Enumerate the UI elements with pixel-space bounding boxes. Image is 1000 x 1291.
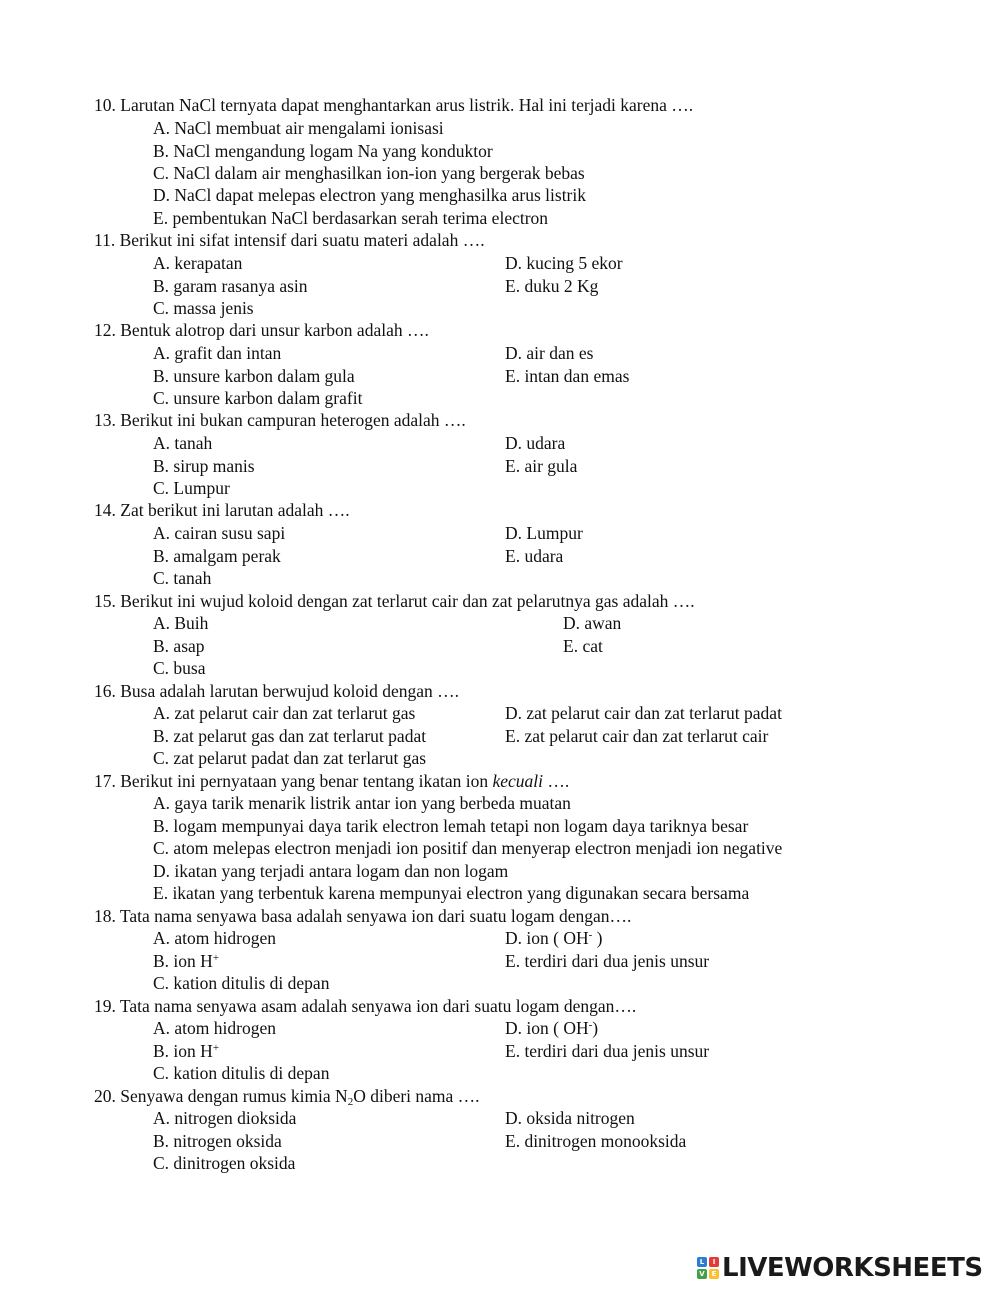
q19-option-d [505,1017,598,1039]
q15-option-a: A. Buih [153,613,209,633]
q11-option-a: A. kerapatan [153,253,243,273]
question-16: 16. Busa adalah larutan berwujud koloid dengan …. [94,681,459,701]
logo-block-v: V [697,1269,707,1279]
question-17 [94,770,569,792]
q18-option-a: A. atom hidrogen [153,928,276,948]
q15-option-e: E. cat [563,636,603,656]
q18-option-d-close: ) [592,928,603,948]
q16-option-e: E. zat pelarut cair dan zat terlarut cair [505,726,769,746]
q18-option-b [153,950,219,972]
logo-block-e: E [709,1269,719,1279]
q16-option-a: A. zat pelarut cair dan zat terlarut gas [153,703,416,723]
logo-block-i: I [709,1257,719,1267]
q10-option-d: D. NaCl dapat melepas electron yang menghasilka arus listrik [153,185,586,205]
q19-option-d-text: D. ion ( OH [505,1018,589,1038]
q18-option-d-text: D. ion ( OH [505,928,589,948]
q20-subscript: 2 [347,1096,354,1108]
q12-option-c: C. unsure karbon dalam grafit [153,388,363,408]
q17-option-b: B. logam mempunyai daya tarik electron lemah tetapi non logam daya tariknya besar [153,816,749,836]
q19-option-e: E. terdiri dari dua jenis unsur [505,1041,710,1061]
q16-option-b: B. zat pelarut gas dan zat terlarut padat [153,726,427,746]
q14-option-d: D. Lumpur [505,523,583,543]
q14-option-a: A. cairan susu sapi [153,523,286,543]
q19-option-c: C. kation ditulis di depan [153,1063,330,1083]
q12-option-a: A. grafit dan intan [153,343,282,363]
q17-option-a: A. gaya tarik menarik listrik antar ion yang berbeda muatan [153,793,571,813]
q12-option-d: D. air dan es [505,343,594,363]
q17-option-e: E. ikatan yang terbentuk karena mempunyai electron yang digunakan secara bersama [153,883,750,903]
q14-option-b: B. amalgam perak [153,546,281,566]
question-20 [94,1085,480,1107]
question-13: 13. Berikut ini bukan campuran heterogen adalah …. [94,410,466,430]
q11-option-d: D. kucing 5 ekor [505,253,623,273]
q20-option-e: E. dinitrogen monooksida [505,1131,687,1151]
q16-option-c: C. zat pelarut padat dan zat terlarut gas [153,748,427,768]
q18-superscript-plus: + [212,952,220,964]
q20-option-a: A. nitrogen dioksida [153,1108,297,1128]
q11-option-e: E. duku 2 Kg [505,276,599,296]
q20-text-end: O diberi nama …. [353,1086,480,1106]
q17-emphasis: kecuali [492,771,544,791]
q20-option-c: C. dinitrogen oksida [153,1153,296,1173]
q13-option-d: D. udara [505,433,566,453]
q17-text-start: 17. Berikut ini pernyataan yang benar tentang ikatan ion [94,771,493,791]
q17-option-d: D. ikatan yang terjadi antara logam dan non logam [153,861,509,881]
q10-option-e: E. pembentukan NaCl berdasarkan serah terima electron [153,208,549,228]
q14-option-c: C. tanah [153,568,212,588]
q18-option-e: E. terdiri dari dua jenis unsur [505,951,710,971]
liveworksheets-logo [697,1253,983,1283]
q12-option-e: E. intan dan emas [505,366,630,386]
q13-option-c: C. Lumpur [153,478,230,498]
q10-option-b: B. NaCl mengandung logam Na yang konduktor [153,141,493,161]
q17-option-c: C. atom melepas electron menjadi ion positif dan menyerap electron menjadi ion negative [153,838,783,858]
logo-block-l: L [697,1257,707,1267]
q17-text-end: …. [543,771,570,791]
q13-option-e: E. air gula [505,456,578,476]
logo-text: LIVEWORKSHEETS [722,1253,983,1283]
q20-option-d: D. oksida nitrogen [505,1108,635,1128]
q18-option-c: C. kation ditulis di depan [153,973,330,993]
q19-option-b-text: B. ion H [153,1041,213,1061]
q12-option-b: B. unsure karbon dalam gula [153,366,355,386]
q10-option-c: C. NaCl dalam air menghasilkan ion-ion yang bergerak bebas [153,163,585,183]
question-12: 12. Bentuk alotrop dari unsur karbon adalah …. [94,320,429,340]
question-14: 14. Zat berikut ini larutan adalah …. [94,500,350,520]
question-10: 10. Larutan NaCl ternyata dapat menghantarkan arus listrik. Hal ini terjadi karena …. [94,95,694,115]
q18-option-b-text: B. ion H [153,951,213,971]
q13-option-b: B. sirup manis [153,456,255,476]
q19-superscript-minus: - [588,1019,593,1031]
q19-option-a: A. atom hidrogen [153,1018,276,1038]
q10-option-a: A. NaCl membuat air mengalami ionisasi [153,118,444,138]
q11-option-b: B. garam rasanya asin [153,276,308,296]
q19-superscript-plus: + [212,1042,220,1054]
q14-option-e: E. udara [505,546,564,566]
q13-option-a: A. tanah [153,433,213,453]
q16-option-d: D. zat pelarut cair dan zat terlarut padat [505,703,782,723]
q19-option-b [153,1040,219,1062]
q19-option-d-close: ) [592,1018,599,1038]
q18-superscript-minus: - [588,929,593,941]
question-18: 18. Tata nama senyawa basa adalah senyawa ion dari suatu logam dengan…. [94,906,632,926]
question-15: 15. Berikut ini wujud koloid dengan zat terlarut cair dan zat pelarutnya gas adalah …. [94,591,695,611]
q18-option-d [505,927,602,949]
question-11: 11. Berikut ini sifat intensif dari suatu materi adalah …. [94,230,485,250]
question-19: 19. Tata nama senyawa asam adalah senyawa ion dari suatu logam dengan…. [94,996,637,1016]
q15-option-d: D. awan [563,613,622,633]
q20-option-b: B. nitrogen oksida [153,1131,282,1151]
q15-option-c: C. busa [153,658,206,678]
q11-option-c: C. massa jenis [153,298,254,318]
q20-text-start: 20. Senyawa dengan rumus kimia N [94,1086,348,1106]
logo-blocks-icon [697,1257,719,1279]
q15-option-b: B. asap [153,636,205,656]
